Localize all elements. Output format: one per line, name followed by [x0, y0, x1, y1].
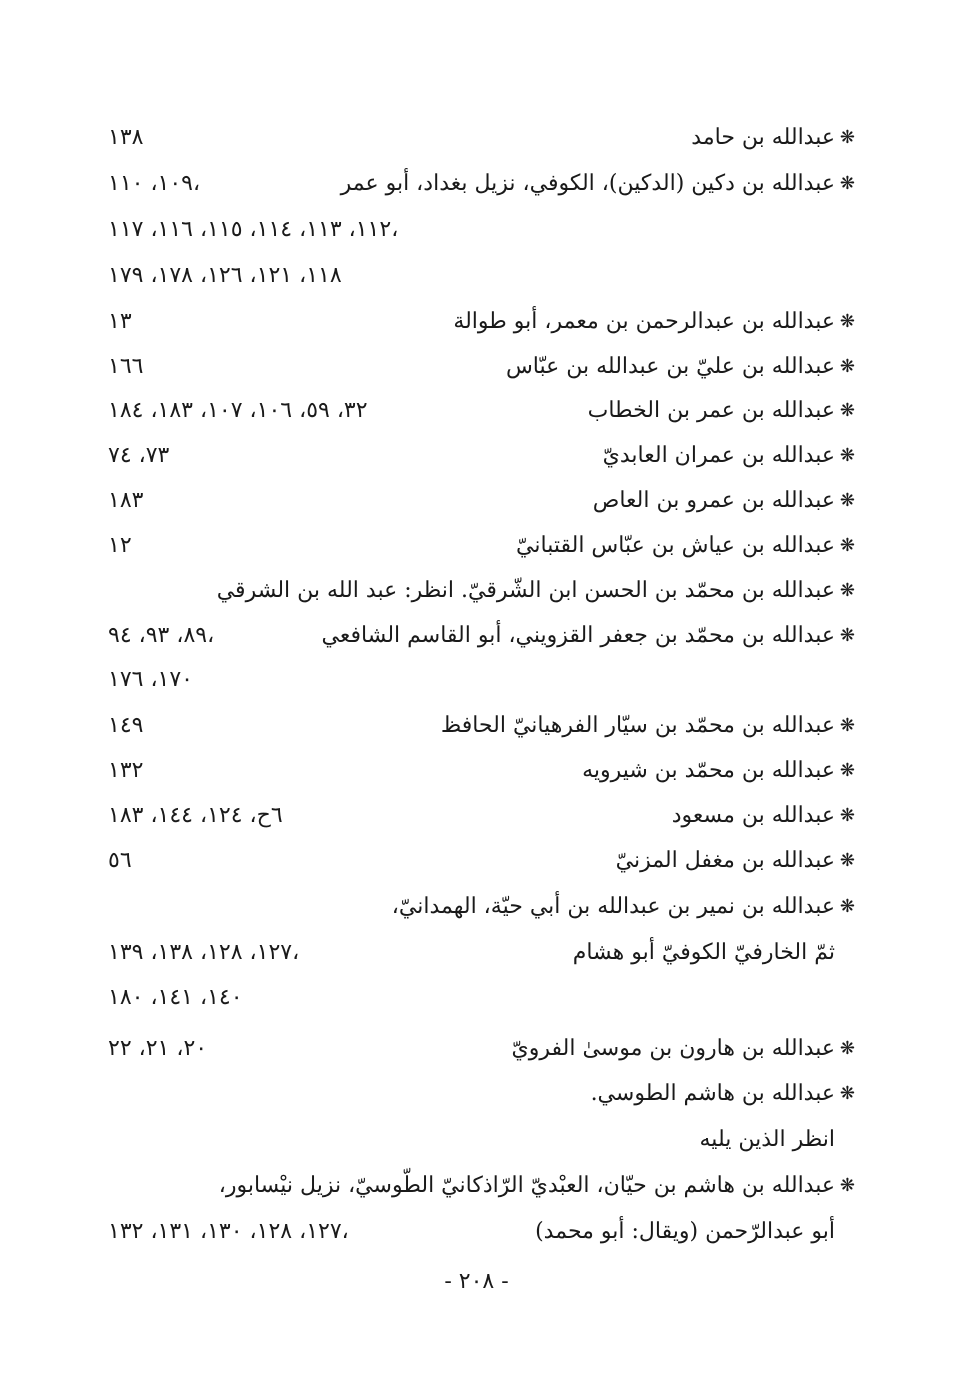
- index-entry-continuation: [108, 978, 835, 1018]
- index-entry: [108, 164, 855, 204]
- bullet-star-icon: ❋: [839, 715, 855, 736]
- index-entry-continuation: [108, 1212, 835, 1252]
- entry-name: عبدالله بن عمران العابديّ: [602, 443, 835, 468]
- entry-name-continued: أبو عبدالرّحمن (ويقال: أبو محمد): [535, 1219, 835, 1244]
- index-entry-continuation: [108, 1120, 835, 1160]
- entry-page-refs: ١٤٩: [108, 713, 144, 738]
- entry-name: عبدالله بن هارون بن موسىٰ الفرويّ: [511, 1036, 835, 1061]
- index-entry-continuation: [108, 210, 835, 250]
- entry-page-refs: ١٢٧، ١٢٨، ١٣٠، ١٣١، ١٣٢،: [108, 1219, 349, 1244]
- bullet-star-icon: ❋: [839, 490, 855, 511]
- index-entry-continuation: [108, 933, 835, 973]
- entry-page-refs: ١١٢، ١١٣، ١١٤، ١١٥، ١١٦، ١١٧،: [108, 217, 399, 242]
- cross-reference-note: انظر الذين يليه: [699, 1127, 835, 1152]
- index-entry: [108, 347, 855, 387]
- index-entry: [108, 436, 855, 476]
- bullet-star-icon: ❋: [839, 356, 855, 377]
- index-entry: [108, 887, 855, 927]
- bullet-star-icon: ❋: [839, 896, 855, 917]
- entry-page-refs: ١٣: [108, 309, 132, 334]
- index-entry: [108, 302, 855, 342]
- bullet-star-icon: ❋: [839, 445, 855, 466]
- entry-name: عبدالله بن محمّد بن الحسن ابن الشّرقيّ. انظر: عبد الله بن الشرقي: [216, 578, 835, 603]
- entry-name-continued: ثمّ الخارفيّ الكوفيّ أبو هشام: [572, 940, 835, 965]
- entry-page-refs: ١٦٦: [108, 354, 144, 379]
- entry-page-refs: ١٣٨: [108, 125, 144, 150]
- entry-name: عبدالله بن مسعود: [671, 803, 835, 828]
- entry-page-refs: ١٣٢: [108, 758, 144, 783]
- entry-page-refs: ١٤٠، ١٤١، ١٨٠: [108, 985, 243, 1010]
- index-entry-continuation: [108, 660, 835, 700]
- entry-page-refs: ١١٨، ١٢١، ١٢٦، ١٧٨، ١٧٩: [108, 263, 342, 288]
- index-entry: [108, 391, 855, 431]
- index-entry: [108, 841, 855, 881]
- bullet-star-icon: ❋: [839, 400, 855, 421]
- index-entry: [108, 571, 855, 611]
- entry-name: عبدالله بن محمّد بن جعفر القزويني، أبو القاسم الشافعي: [321, 623, 835, 648]
- entry-page-refs: ٢٠، ٢١، ٢٢: [108, 1036, 208, 1061]
- bullet-star-icon: ❋: [839, 625, 855, 646]
- entry-name: عبدالله بن مغفل المزنيّ: [615, 848, 835, 873]
- entry-page-refs: ١٢: [108, 533, 132, 558]
- bullet-star-icon: ❋: [839, 1038, 855, 1059]
- index-entry: [108, 751, 855, 791]
- entry-name: عبدالله بن حامد: [691, 125, 835, 150]
- page-number: - ٢٠٨ -: [444, 1269, 509, 1294]
- bullet-star-icon: ❋: [839, 760, 855, 781]
- index-entry: [108, 1074, 855, 1114]
- bullet-star-icon: ❋: [839, 805, 855, 826]
- bullet-star-icon: ❋: [839, 127, 855, 148]
- entry-page-refs: ١٨٣: [108, 488, 144, 513]
- entry-name: عبدالله بن هاشم الطوسي.: [590, 1081, 835, 1106]
- entry-name: عبدالله بن دكين (الدكين)، الكوفي، نزيل بغداد، أبو عمر: [340, 171, 835, 196]
- entry-page-refs: ٧٣، ٧٤: [108, 443, 170, 468]
- bullet-star-icon: ❋: [839, 580, 855, 601]
- entry-page-refs: ٦ح، ١٢٤، ١٤٤، ١٨٣: [108, 803, 283, 828]
- index-entry-continuation: [108, 256, 835, 296]
- entry-page-refs: ٨٩، ٩٣، ٩٤،: [108, 623, 215, 648]
- entry-page-refs: ٣٢، ٥٩، ١٠٦، ١٠٧، ١٨٣، ١٨٤: [108, 398, 368, 423]
- index-entry: [108, 616, 855, 656]
- entry-name: عبدالله بن نمير بن عبدالله بن أبي حيّة، الهمدانيّ،: [391, 894, 835, 919]
- entry-name: عبدالله بن محمّد بن سيّار الفرهيانيّ الحافظ: [440, 713, 835, 738]
- entry-name: عبدالله بن عمرو بن العاص: [592, 488, 835, 513]
- index-entry: [108, 1029, 855, 1069]
- entry-page-refs: ٥٦: [108, 848, 132, 873]
- entry-name: عبدالله بن عليّ بن عبدالله بن عبّاس: [505, 354, 835, 379]
- entry-name: عبدالله بن عبدالرحمن بن معمر، أبو طوالة: [453, 309, 835, 334]
- entry-page-refs: ١٢٧، ١٢٨، ١٣٨، ١٣٩،: [108, 940, 300, 965]
- entry-name: عبدالله بن محمّد بن شيرويه: [582, 758, 835, 783]
- entry-page-refs: ١٧٠، ١٧٦: [108, 667, 193, 692]
- bullet-star-icon: ❋: [839, 1175, 855, 1196]
- entry-page-refs: ١٠٩، ١١٠،: [108, 171, 201, 196]
- entry-name: عبدالله بن عياش بن عبّاس القتبانيّ: [516, 533, 835, 558]
- index-entry: [108, 118, 855, 158]
- entry-name: عبدالله بن هاشم بن حيّان، العبْديّ الرّاذكانيّ الطّوسيّ، نزيل نيْسابور،: [218, 1173, 835, 1198]
- index-entry: [108, 1166, 855, 1206]
- index-entry: [108, 796, 855, 836]
- bullet-star-icon: ❋: [839, 535, 855, 556]
- bullet-star-icon: ❋: [839, 311, 855, 332]
- index-entry: [108, 526, 855, 566]
- bullet-star-icon: ❋: [839, 1083, 855, 1104]
- bullet-star-icon: ❋: [839, 850, 855, 871]
- index-entry: [108, 481, 855, 521]
- entry-name: عبدالله بن عمر بن الخطاب: [587, 398, 835, 423]
- index-entry: [108, 706, 855, 746]
- bullet-star-icon: ❋: [839, 173, 855, 194]
